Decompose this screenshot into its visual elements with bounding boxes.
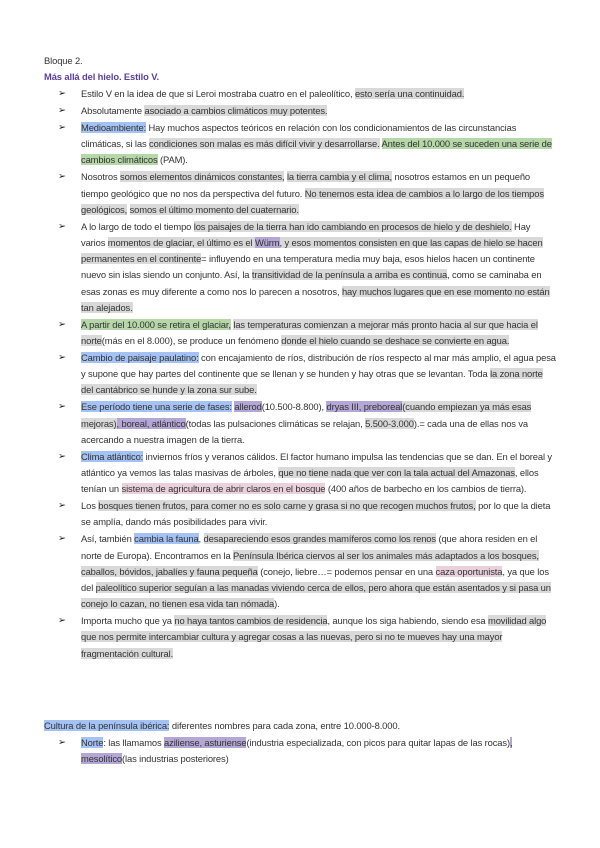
highlighted-text: Antes del 10.000 se suceden una serie de cambios climáticos: [81, 138, 552, 166]
highlighted-text: los paisajes de la tierra han ido cambiando en procesos de hielo y de deshielo.: [193, 220, 512, 232]
text-segment: A lo largo de todo el tiempo: [81, 220, 194, 232]
arrow-bullet-icon: ➢: [58, 533, 66, 545]
arrow-bullet-icon: ➢: [58, 615, 66, 627]
highlighted-text: Cambio de paisaje paulatino:: [81, 352, 199, 364]
highlighted-text: la tierra cambia y el clima,: [286, 171, 392, 183]
sub-bullet-list: [58, 735, 557, 767]
bullet-item: [58, 169, 557, 218]
highlighted-text: sistema de agricultura de abrir claros en el bosque: [121, 483, 326, 495]
highlighted-text: cambia la fauna: [134, 533, 199, 545]
highlighted-text: dryas III, preboreal: [326, 401, 403, 413]
bullet-item: [58, 735, 557, 767]
text-segment: por lo que la dieta se amplía, dando más posibilidades para vivir.: [81, 500, 551, 528]
highlighted-text: , mesolítico: [81, 737, 513, 765]
arrow-bullet-icon: ➢: [58, 450, 66, 462]
bullet-item: [58, 120, 557, 169]
page-heading: Bloque 2.: [44, 55, 83, 66]
bullet-item: [58, 317, 557, 349]
text-segment: , ya que los del: [81, 565, 549, 594]
bullet-item: [58, 613, 557, 662]
arrow-bullet-icon: ➢: [58, 318, 66, 330]
text-segment: nosotros estamos en un pequeño tiempo geológico que no nos da perspectiva del futuro.: [81, 171, 531, 199]
text-segment: (que ahora residen en el norte de Europa). Encontramos en la: [81, 533, 538, 561]
highlighted-text: asociado a cambios climáticos muy potentes.: [144, 105, 328, 116]
section-heading: [44, 718, 400, 734]
text-segment: Absolutamente: [81, 105, 145, 116]
text-segment: (industria especializada, con picos para quitar lapas de las rocas): [246, 737, 510, 748]
text-segment: , aunque los siga habiendo, siendo esa: [327, 615, 489, 627]
bullet-item: [58, 399, 557, 448]
text-segment: ).= cada una de ellas nos va acercando a nuestra imagen de la tierra.: [81, 417, 529, 445]
bullet-item: [58, 350, 557, 399]
text-segment: (todas las pulsaciones climáticas se relajan,: [185, 417, 366, 429]
text-segment: (400 años de barbecho en los cambios de tierra).: [325, 483, 527, 495]
arrow-bullet-icon: ➢: [58, 352, 66, 364]
highlighted-text: que no tiene nada que ver con la tala actual del Amazonas: [278, 467, 515, 479]
highlighted-text: bosques tienen frutos, para comer no es solo carne y grasa si no que recogen muchos frutos,: [98, 500, 476, 512]
highlighted-text: aziliense, asturiense: [164, 737, 247, 748]
arrow-bullet-icon: ➢: [58, 401, 66, 413]
text-segment: Estilo V en la idea de que si Leroi mostraba cuatro en el paleolítico,: [81, 88, 355, 99]
text-segment: = influyendo en una temperatura media muy baja, esos hielos hacen un continente nuevo sin islas siendo un conjunto. Así, la: [81, 253, 535, 281]
arrow-bullet-icon: ➢: [58, 171, 66, 183]
arrow-bullet-icon: ➢: [58, 105, 66, 116]
highlighted-text: Medioambiente:: [81, 122, 147, 133]
text-segment: (más en el 8.000), se produce un fenómeno: [101, 335, 282, 347]
highlighted-text: paleolítico superior seguían a las manadas viviendo cerca de ellos, pero ahora que están asentados y si pasa un conejo lo cazan, no tienen esa vida tan nómada: [81, 582, 551, 610]
highlighted-text: allerod: [234, 401, 262, 413]
text-segment: Así, también: [81, 533, 135, 545]
highlighted-text: somos el último momento del cuaternario.: [129, 203, 299, 215]
arrow-bullet-icon: ➢: [58, 737, 66, 748]
text-segment: Hay varios: [81, 220, 531, 249]
highlighted-text: No tenemos esta idea de cambios a lo largo de los tiempos geológicos,: [81, 187, 544, 215]
arrow-bullet-icon: ➢: [58, 500, 66, 512]
highlighted-text: Clima atlántico:: [81, 450, 144, 462]
highlighted-text: 5.500-3.000: [365, 417, 414, 429]
text-segment: (conejo, liebre…= podemos pensar en una: [257, 565, 436, 577]
text-segment: , como se caminaba en esas zonas es muy diferente a como nos lo parecen a nosotros,: [81, 269, 542, 297]
highlighted-text: caza oportunista: [435, 565, 503, 577]
highlighted-text: desapareciendo esos grandes mamíferos como los renos: [203, 533, 436, 545]
text-segment: Hay muchos aspectos teóricos en relación con los condicionamientos de las circunstancias climáticas, si las: [81, 122, 517, 150]
bullet-item: [58, 86, 557, 102]
highlighted-text: (cuando empiezan ya más esas mejoras): [81, 401, 532, 429]
bullet-item: [58, 531, 557, 612]
highlighted-text: la zona norte del cantábrico se hunde y la zona sur sube.: [81, 368, 543, 396]
highlighted-text: somos elementos dinámicos constantes,: [120, 171, 285, 183]
highlighted-text: las temperaturas comienzan a mejorar más pronto hacia al sur que hacia el norte: [81, 318, 538, 347]
highlighted-text: transitividad de la península a arriba es continua: [251, 269, 448, 281]
text-segment: Nosotros: [81, 171, 121, 183]
highlighted-text: hay muchos lugares que en ese momento no están tan alejados.: [81, 285, 550, 313]
bullet-item: [58, 449, 557, 498]
text-segment: inviernos fríos y veranos cálidos. El factor humano impulsa las tendencias que se dan. En el boreal y atlántico ya vemos las talas masivas de árboles,: [81, 450, 552, 479]
bullet-item: [58, 498, 557, 530]
text-segment: con encajamiento de ríos, distribución de ríos respecto al mar más amplio, el agua pesa y supone que hay partes del continente que se llenan y se hunden y hay otras que se levantan. Toda: [81, 352, 556, 380]
highlighted-text: momentos de glaciar, el último es el: [107, 237, 255, 249]
page-subheading: Más allá del hielo. Estilo V.: [44, 71, 159, 82]
text-segment: (10.500-8.800),: [261, 401, 327, 413]
highlighted-text: movilidad algo que nos permite intercambiar cultura y agregar cosas a las nuevas, pero si no te mueves hay una mayor fragmentación cultural.: [81, 615, 547, 659]
text-segment: diferentes nombres para cada zona, entre 10.000-8.000.: [169, 720, 400, 731]
highlighted-text: , boreal, atlántico: [116, 417, 186, 429]
bullet-item: [58, 219, 557, 316]
highlighted-text: Norte: [81, 737, 104, 748]
bullet-item: [58, 103, 557, 119]
bullet-list: [58, 86, 557, 663]
highlighted-text: Península Ibérica ciervos al ser los animales más adaptados a los bosques, caballos, bóvidos, jabalíes y fauna pequeña: [81, 549, 539, 577]
highlighted-text: no haya tantos cambios de residencia: [174, 615, 328, 627]
highlighted-text: condiciones son malas es más difícil vivir y desarrollarse.: [149, 138, 380, 150]
text-segment: (PAM).: [157, 154, 188, 166]
highlighted-text: Ese período tiene una serie de fases:: [81, 401, 232, 413]
arrow-bullet-icon: ➢: [58, 122, 66, 133]
text-segment: Importa mucho que ya: [81, 615, 175, 627]
text-segment: Los: [81, 500, 99, 512]
highlighted-text: Würm: [254, 237, 280, 249]
text-segment: ,: [198, 533, 204, 545]
text-segment: : las llamamos: [103, 737, 165, 748]
text-segment: ).: [274, 598, 280, 610]
highlighted-text: Cultura de la península ibérica:: [44, 720, 170, 731]
text-segment: (las industrias posteriores): [122, 753, 229, 765]
text-segment: , ellos tenían un: [81, 467, 539, 495]
highlighted-text: donde el hielo cuando se deshace se convierte en agua.: [281, 335, 510, 347]
arrow-bullet-icon: ➢: [58, 88, 66, 99]
highlighted-text: , y esos momentos consisten en que las capas de hielo se hacen permanentes en el continente: [81, 237, 543, 265]
highlighted-text: esto sería una continuidad.: [354, 88, 465, 99]
arrow-bullet-icon: ➢: [58, 220, 66, 232]
highlighted-text: A partir del 10.000 se retira el glaciar,: [81, 318, 231, 330]
